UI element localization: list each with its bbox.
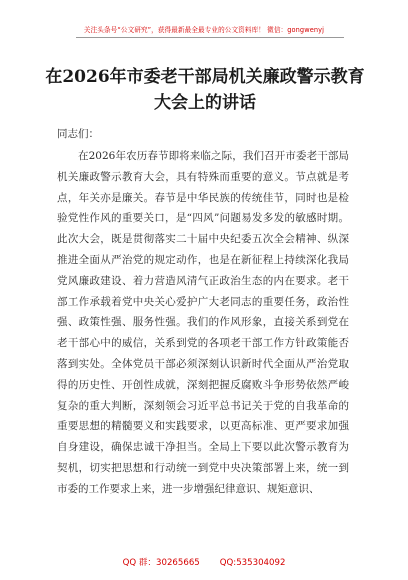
footer-qq-number: QQ:535304092 bbox=[219, 558, 286, 568]
footer-contact bbox=[0, 556, 408, 568]
header-divider bbox=[76, 37, 344, 38]
header-banner: 关注头条号“公文研究”，获得最新最全最专业的公文资料库！ 微信：gongwenyj bbox=[83, 26, 325, 34]
footer-qq-group: QQ 群：30265665 bbox=[122, 558, 200, 568]
body-paragraph: 在2026年农历春节即将来临之际，我们召开市委老干部局机关廉政警示教育大会，具有特殊而重要的意义。节点就是考点，年关亦是廉关。春节是中华民族的传统佳节，同时也是检验党性作风的重要关口，是“四风”问题易发多发的敏感时期。此次大会，既是贯彻落实二十届中央纪委五次全会精神、纵深推进全面从严治党的规定动作，也是在新征程上持续深化我局党风廉政建设、着力营造风清气正政治生态的内在要求。老干部工作承载着党中央关心爱护广大老同志的重要任务，政治性强、政策性强、服务性强。我们的作风形象，直接关系到党在老干部心中的威信，关系到党的各项老干部工作方针政策能否落到实处。全体党员干部必须深刻认识新时代全面从严治党取得的历史性、开创性成就，深刻把握反腐败斗争形势依然严峻复杂的重大判断，深刻领会习近平总书记关于党的自我革命的重要思想的精髓要义和实践要求，以更高标准、更严要求加强自身建设，确保忠诚干净担当。全局上下要以此次警示教育为契机，切实把思想和行动统一到党中央决策部署上来，统一到市委的工作要求上来，进一步增强纪律意识、规矩意识、 bbox=[57, 150, 349, 495]
body-text bbox=[57, 146, 349, 500]
page-title: 在2026年市委老干部局机关廉政警示教育大会上的讲话 bbox=[45, 67, 365, 113]
salutation: 同志们： bbox=[57, 128, 99, 140]
